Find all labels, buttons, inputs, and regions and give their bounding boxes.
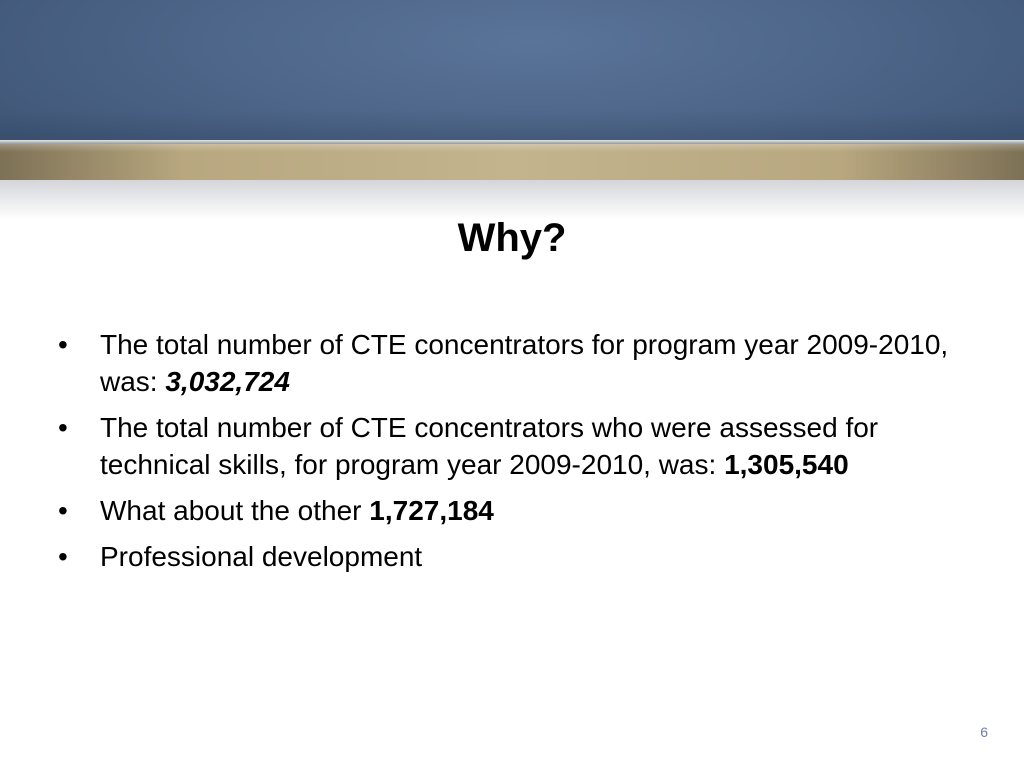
bullet-item — [58, 538, 968, 575]
bullet-dot-icon: • — [58, 541, 68, 572]
bullet-item — [58, 326, 968, 400]
bullet-text: The total number of CTE concentrators who were assessed for technical skills, for program year 2009-2010, was: — [100, 412, 879, 480]
bullet-number: 1,305,540 — [724, 449, 849, 480]
bullet-item — [58, 492, 968, 529]
bullet-dot-icon: • — [58, 495, 68, 526]
bullet-text: What about the other — [100, 495, 370, 526]
slide-title: Why? — [457, 216, 567, 260]
bullet-item — [58, 409, 968, 483]
slide-number: 6 — [980, 724, 988, 740]
gold-band — [0, 144, 1024, 180]
bullet-text: Professional development — [100, 541, 423, 572]
bullet-list — [58, 326, 968, 584]
bullet-dot-icon: • — [58, 329, 68, 360]
bullet-text: The total number of CTE concentrators for program year 2009-2010, was: — [100, 329, 949, 397]
header-band — [0, 0, 1024, 140]
bullet-number: 1,727,184 — [369, 495, 494, 526]
bullet-dot-icon: • — [58, 412, 68, 443]
bullet-number: 3,032,724 — [165, 366, 290, 397]
